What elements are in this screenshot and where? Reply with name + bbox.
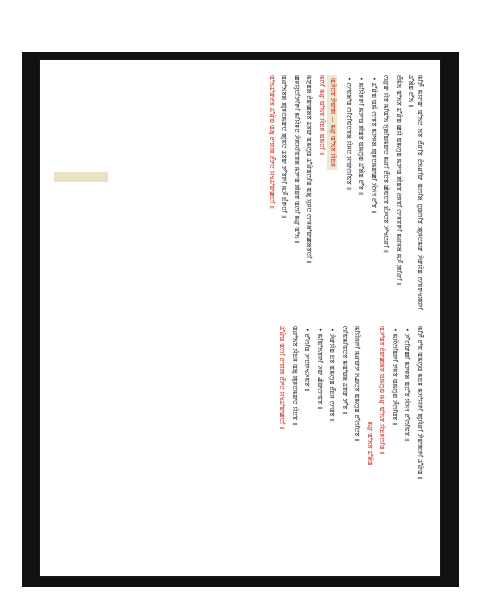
right-column (273, 326, 423, 561)
red-note: ꯃꯁꯤ ꯃꯔꯨ ꯑꯣꯏꯕ ꯋꯥꯐꯝ ꯑꯃꯅꯤ ꯫ (318, 75, 325, 155)
paragraph: ꯃꯤꯇꯩ ꯃꯌꯦꯛ ꯑꯣꯏꯅ ꯏꯕ ꯂꯩꯔꯤꯕ ꯂꯥꯏꯔꯤꯛ ꯑꯁꯤꯗ ꯅꯨꯡꯁꯤꯕ ꯄꯨꯝꯅꯃꯛ ꯍꯥꯛꯆꯥꯡ ꯁꯦꯝꯒꯠꯄꯒꯤ ꯊꯧꯗꯥꯡ ꯂꯧꯏ ꯫ (407, 75, 423, 310)
rotated-content (49, 69, 431, 567)
paragraph: ꯁꯤꯟꯃꯤꯟꯅꯕ ꯃꯑꯣꯡꯗ ꯊꯕꯛ ꯇꯧꯕ ꯫ (341, 326, 348, 415)
paragraph: ꯃꯤꯌꯥꯝꯒꯤ ꯃꯔꯛꯇ ꯈꯉꯅꯕ ꯑꯃꯁꯨꯡ ꯂꯧꯁꯤꯅꯕ ꯫ (353, 326, 361, 442)
paragraph: ꯀꯝꯌꯨꯅꯤꯇꯤꯒꯤ ꯃꯤꯌꯥꯝꯅ ꯍꯥꯞꯆꯤꯟꯕꯗ ꯃꯇꯦꯡ ꯄꯥꯡꯕ ꯑꯁꯤ ꯃꯔꯨ ꯑꯣꯏ ꯫ (293, 75, 300, 244)
document-page (40, 60, 440, 576)
bullet-item: • ꯁꯦꯟꯗꯣꯡ ꯁꯤꯖꯤꯟꯅꯕꯗ ꯌꯥꯝꯅ ꯆꯦꯛꯁꯤꯟꯕ ꯫ (345, 77, 352, 190)
paragraph: ꯃꯤꯇꯩ ꯂꯣꯟ ꯑꯃꯁꯨꯡ ꯃꯐꯝ ꯃꯈꯣꯌꯒꯤ ꯄꯨꯋꯥꯔꯤ ꯇꯥꯛꯄꯒꯤ ꯊꯧꯔꯥꯡ ꯫ (416, 326, 423, 480)
bullet-item: • ꯍꯥꯛꯆꯥꯡ ꯐꯕ ꯑꯃꯁꯨꯡ ꯂꯩꯐꯝ ꯁꯦꯡꯕ ꯫ (328, 328, 336, 422)
paragraph: ꯑꯔꯣꯏꯕꯗ ꯄꯨꯝꯅꯃꯛꯅ ꯄꯨꯟꯅ ꯊꯕꯛ ꯇꯧꯕꯒꯤ ꯃꯍꯩ ꯐꯪꯒꯅꯤ ꯫ (280, 75, 288, 219)
bullet-item: • ꯃꯆꯥꯁꯤꯡꯒꯤ ꯇꯝꯕ ꯑꯃꯁꯨꯡ ꯍꯩꯁꯤꯡꯕ ꯫ (391, 328, 398, 426)
red-tail: ꯑꯣꯏꯊꯣꯛꯂꯕ ꯊꯧꯔꯥꯡ ꯑꯗꯨ ꯂꯦꯞꯄ ꯂꯩꯇꯅ ꯆꯠꯊꯣꯛꯀꯅꯤ ꯫ (268, 75, 275, 209)
red-block: ꯑꯍꯣꯡꯕ ꯂꯥꯛꯀꯗꯕ ꯑꯃꯁꯨꯡ ꯃꯔꯨ ꯑꯣꯏꯕ ꯋꯥꯐꯝꯁꯤꯡ ꯫ (378, 326, 386, 455)
paragraph: ꯑꯔꯣꯏꯕ ꯋꯥꯐꯝ ꯑꯗꯨ ꯄꯨꯝꯅꯃꯛꯅ ꯌꯥꯅꯕ ꯫ (291, 326, 298, 426)
red-tail: ꯊꯧꯔꯥꯡ ꯑꯁꯤ ꯂꯦꯞꯄ ꯂꯩꯇꯅ ꯆꯠꯊꯣꯛꯀꯅꯤ ꯫ (278, 326, 286, 430)
paragraph: ꯂꯩꯃꯥꯏ ꯑꯣꯏꯕ ꯊꯧꯔꯥꯡ ꯀꯌꯥ ꯑꯃꯁꯨꯡ ꯃꯇꯦꯡ ꯄꯥꯡꯕ ꯂꯝꯕꯤ ꯁꯦꯝꯕꯒꯤ ꯃꯔꯝꯗ ꯃꯍꯩ ꯄꯤꯔꯤ ꯫ (395, 75, 402, 286)
left-column (263, 75, 424, 310)
highlight-box: ꯑꯍꯥꯅꯕ ꯇꯥꯛꯄ — ꯃꯔꯨ ꯑꯣꯏꯕ ꯋꯥꯐꯝ (327, 75, 338, 170)
bullet-item: • ꯃꯤꯑꯣꯏꯕꯒꯤ ꯍꯛ ꯉꯥꯛꯁꯦꯟꯕ ꯫ (316, 328, 323, 410)
bullet-item: • ꯃꯤꯌꯥꯝꯒꯤ ꯃꯇꯦꯡ ꯄꯥꯡꯕ ꯑꯃꯁꯨꯡ ꯊꯧꯗꯥꯡ ꯂꯧꯕ ꯫ (357, 77, 365, 195)
red-heading: ꯃꯔꯨ ꯑꯣꯏꯕ ꯊꯧꯗꯥꯡ (366, 421, 373, 466)
bullet-item: • ꯊꯧꯔꯥꯡ ꯑꯃꯥ ꯁꯦꯝꯕ ꯃꯇꯝꯗ ꯄꯨꯝꯅꯃꯛꯀꯤ ꯋꯥꯈꯜ ꯂꯧꯕ ꯫ (370, 77, 377, 214)
bullet-item: • ꯍꯧꯖꯤꯛꯀꯤ ꯃꯇꯝꯗ ꯑꯅꯧꯕ ꯋꯥꯈꯜ ꯂꯧꯁꯤꯟꯕ ꯫ (403, 328, 411, 441)
paragraph: ꯁꯔꯨꯛ ꯌꯥꯕ ꯃꯤꯑꯣꯏ ꯈꯨꯗꯤꯡꯃꯛꯅ ꯃꯔꯤ ꯂꯩꯅꯕ ꯀꯥꯟꯅꯕ ꯐꯪꯍꯅꯕ ꯍꯣꯠꯅꯔꯤ ꯫ (382, 75, 390, 253)
bullet-item: • ꯂꯧꯁꯤꯡ ꯍꯦꯅꯒꯠꯍꯟꯕ ꯫ (303, 328, 311, 392)
paragraph: ꯃꯇꯨꯡꯗ ꯂꯥꯛꯀꯗꯕ ꯊꯕꯛ ꯑꯃꯁꯨꯡ ꯊꯧꯔꯥꯡꯁꯤꯡ ꯑꯗꯨ ꯆꯨꯝꯅ ꯁꯦꯝꯗꯣꯛꯀꯗꯕꯅꯤ ꯫ (305, 75, 313, 264)
